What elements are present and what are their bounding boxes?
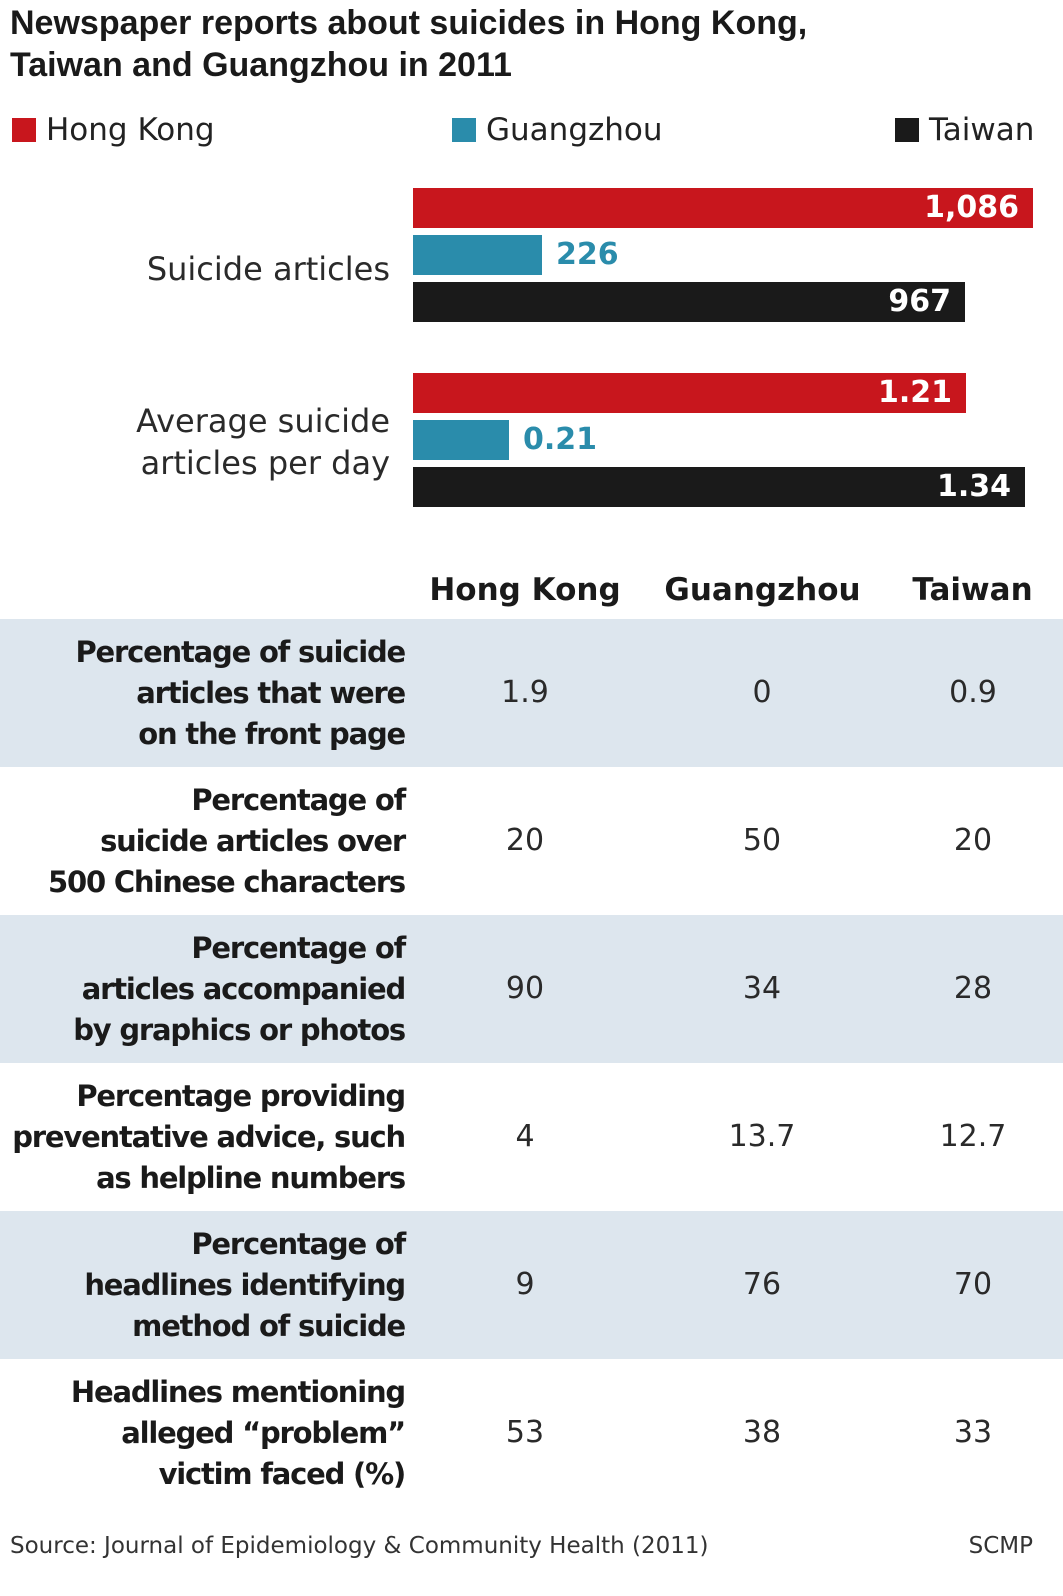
bar-guangzhou [413,235,542,275]
table-row-label-line: Headlines mentioning [70,1374,405,1409]
table-row-label-line: Percentage of [191,930,405,965]
table-row-label-line: headlines identifying [84,1267,405,1302]
legend-label-guangzhou: Guangzhou [486,112,663,148]
table-cell: 70 [953,1267,993,1302]
chart-title [10,2,1050,86]
table-cell: 50 [742,823,782,858]
table-row [0,767,1063,915]
bar-value-label: 1.21 [877,375,952,410]
table-row-label-line: method of suicide [132,1308,405,1343]
chart-title-line-2: Taiwan and Guangzhou in 2011 [10,46,512,84]
table-cell: 1.9 [501,675,549,710]
table-row [0,915,1063,1063]
table-header-guangzhou: Guangzhou [664,572,861,608]
table-row-label-line: Percentage of [191,782,405,817]
table-row [0,1211,1063,1359]
table-row-label [5,619,405,767]
table-cell: 20 [953,823,993,858]
table-row-label-line: preventative advice, such [12,1119,405,1154]
table-row-label-line: on the front page [138,716,405,751]
table-cell: 13.7 [728,1119,796,1154]
bar-value-label: 1,086 [924,190,1019,225]
group-label-line: Average suicide [136,402,390,440]
table-row-label-line: Percentage of suicide [75,634,405,669]
table-row [0,1359,1063,1507]
bar-value-label: 967 [888,284,951,319]
legend-swatch-guangzhou [452,118,476,142]
table-row-label-line: articles accompanied [81,971,405,1006]
table-cell: 28 [953,971,993,1006]
table-row-label-line: Percentage providing [76,1078,405,1113]
legend-swatch-hong-kong [12,118,36,142]
table-row-label-line: suicide articles over [100,823,405,858]
table-row-label-line: 500 Chinese characters [47,864,405,899]
table-cell: 33 [953,1415,993,1450]
table-cell: 9 [515,1267,535,1302]
table-row-label-line: articles that were [136,675,405,710]
table-cell: 38 [742,1415,782,1450]
table-cell: 76 [742,1267,782,1302]
table-cell: 90 [505,971,545,1006]
table-row-label-line: victim faced (%) [158,1456,405,1491]
table-row [0,619,1063,767]
legend-label-taiwan: Taiwan [929,112,1035,148]
source-note: Source: Journal of Epidemiology & Community Health (2011) [10,1533,709,1559]
table-row [0,1063,1063,1211]
table-cell: 20 [505,823,545,858]
legend-item-guangzhou [452,108,663,152]
bar-guangzhou [413,420,509,460]
bar-value-label: 226 [556,237,619,272]
legend-item-hong-kong [12,108,215,152]
table-row-label [5,915,405,1063]
table-row-label [5,1359,405,1507]
table-row-label [5,1211,405,1359]
table-header-taiwan: Taiwan [912,572,1033,608]
table-header-hong-kong: Hong Kong [429,572,621,608]
table-cell: 4 [515,1119,535,1154]
bar-value-label: 0.21 [523,422,598,457]
group-label-line: articles per day [140,444,390,482]
table-row-label-line: as helpline numbers [96,1160,405,1195]
table-row-label [5,1063,405,1211]
chart-title-line-1: Newspaper reports about suicides in Hong Kong, [10,4,808,42]
table-cell: 12.7 [939,1119,1007,1154]
group-label-average-per-day [136,400,390,484]
credit-label: SCMP [968,1533,1033,1559]
bar-value-label: 1.34 [936,469,1011,504]
table-row-label-line: Percentage of [191,1226,405,1261]
table-row-label-line: alleged “problem” [121,1415,405,1450]
legend-item-taiwan [895,108,1034,152]
table-cell: 0 [752,675,772,710]
table-cell: 53 [505,1415,545,1450]
table-row-label [5,767,405,915]
legend-swatch-taiwan [895,118,919,142]
table-cell: 0.9 [949,675,997,710]
table-row-label-line: by graphics or photos [73,1012,405,1047]
table-cell: 34 [742,971,782,1006]
group-label-suicide-articles [147,248,390,290]
group-label-line: Suicide articles [146,250,390,288]
legend-label-hong-kong: Hong Kong [46,112,215,148]
